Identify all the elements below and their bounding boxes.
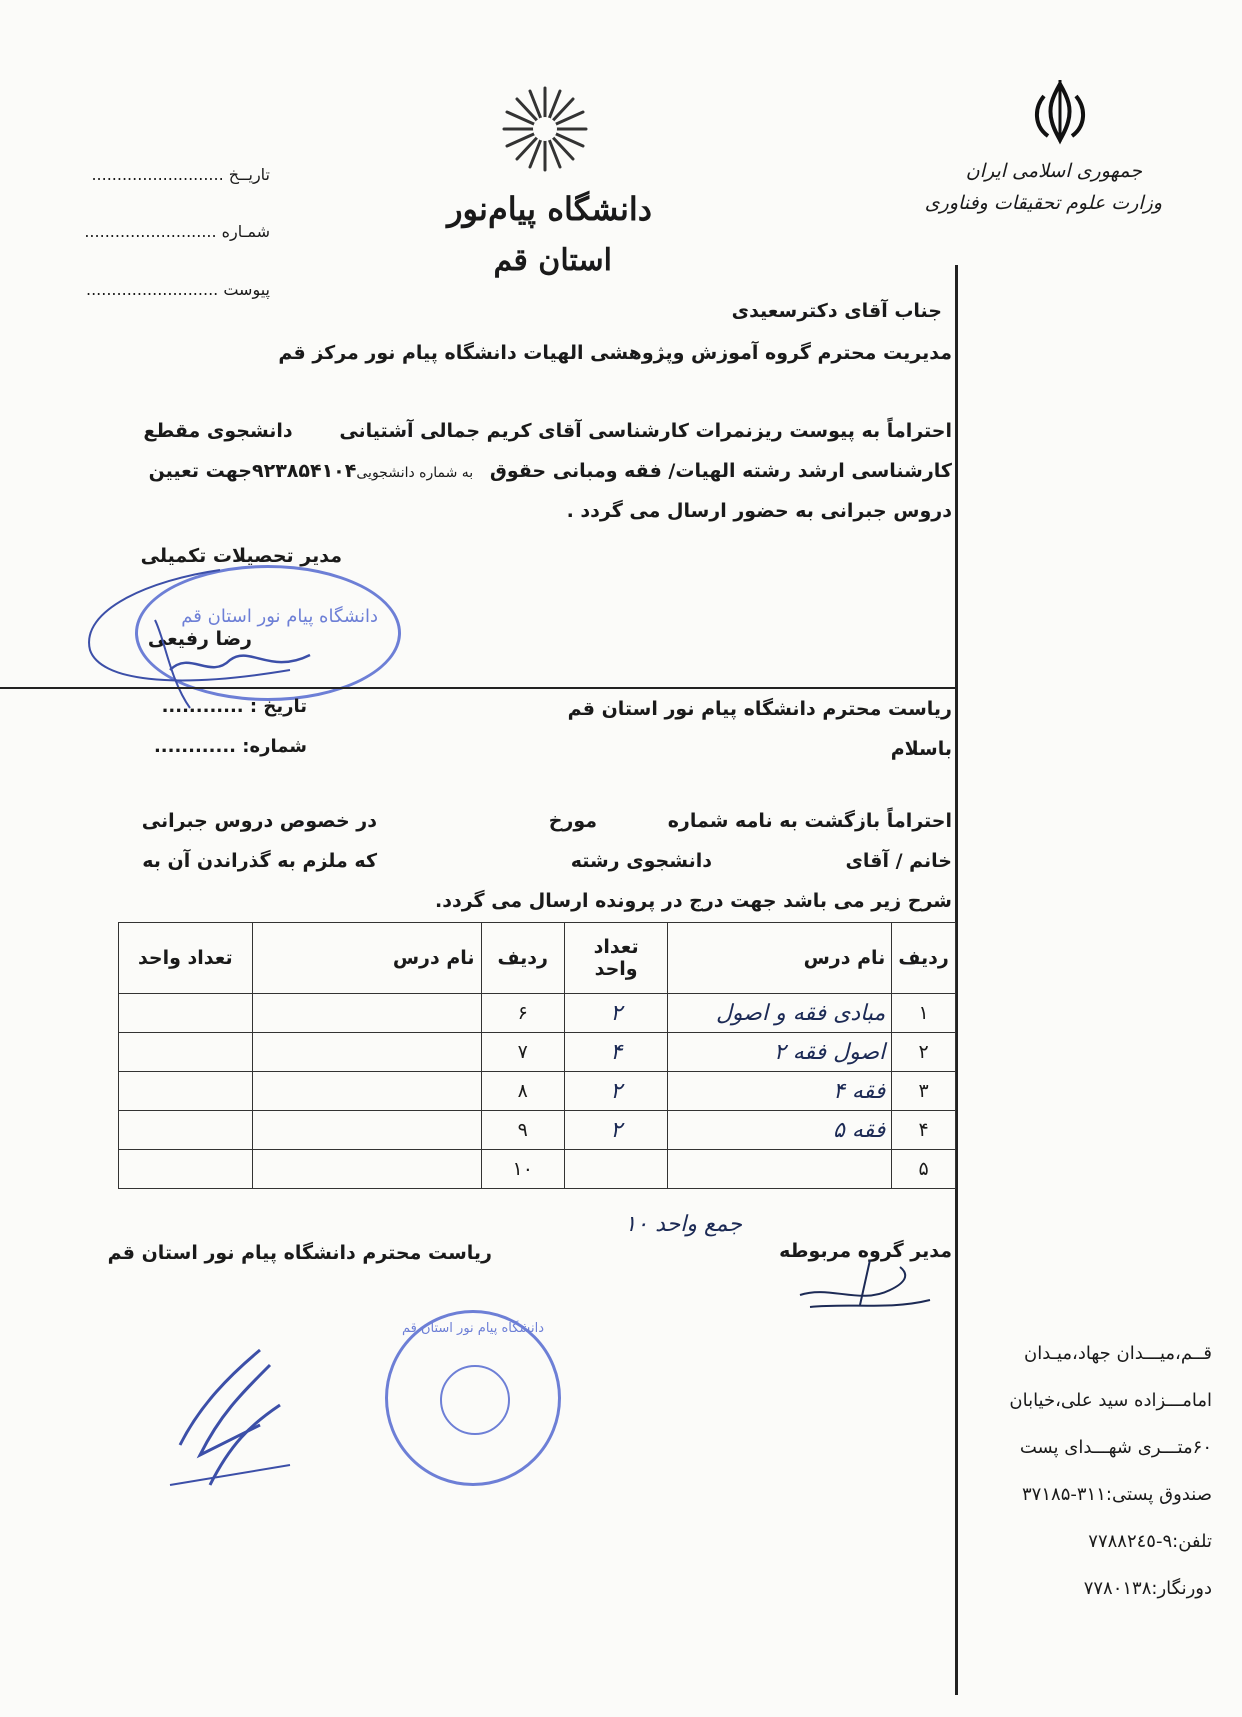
letter2-student-line-c: که ملزم به گذراندن آن به <box>142 850 377 872</box>
stamp2-inner-logo-icon <box>440 1365 510 1435</box>
letter1-addressee: جناب آقای دکترسعیدی <box>731 300 942 322</box>
signature-3-icon <box>160 1345 310 1495</box>
ministry-line: وزارت علوم تحقیقات وفناوری <box>924 192 1162 214</box>
address-fax: دورنگار:۷۷۸۰۱۳۸ <box>1083 1578 1212 1599</box>
row-no: ۸ <box>481 1072 564 1111</box>
course-name: فقه ۴ <box>668 1072 892 1111</box>
row-no: ۵ <box>892 1150 956 1189</box>
letter2-ref-line-c: در خصوص دروس جبرانی <box>141 810 377 832</box>
letter2-date-label: تاریخ : <box>249 696 307 717</box>
letter1-signer-name: رضا رفیعی <box>147 628 252 650</box>
course-units: ۲ <box>564 994 667 1033</box>
course-units: ۲ <box>564 1072 667 1111</box>
course-name <box>252 1111 481 1150</box>
stamp1-text: دانشگاه پیام نور استان قم <box>181 606 378 627</box>
address-line1: قــم،میـــدان جهاد،میـدان <box>1024 1343 1212 1364</box>
table-header-row <box>119 923 956 994</box>
row-no: ۶ <box>481 994 564 1033</box>
header-attachment-label: پیوست <box>223 280 270 299</box>
course-name <box>668 1150 892 1189</box>
row-no: ۴ <box>892 1111 956 1150</box>
course-name <box>252 994 481 1033</box>
letter2-number-dots: ............ <box>153 736 236 757</box>
header-date-field <box>91 165 270 184</box>
row-no: ۱۰ <box>481 1150 564 1189</box>
header-attachment-field <box>86 280 270 299</box>
course-name <box>252 1072 481 1111</box>
letter2-ref-line-a: احتراماً بازگشت به نامه شماره <box>667 810 952 832</box>
letter1-addressee-title: مدیریت محترم گروه آموزش وپژوهشی الهیات دانشگاه پیام نور مرکز قم <box>278 342 952 364</box>
table-row <box>119 1111 956 1150</box>
header-number-field <box>84 222 270 241</box>
letter1-body-line1-b: دانشجوی مقطع <box>143 420 293 442</box>
row-no: ۹ <box>481 1111 564 1150</box>
group-head-title: مدیر گروه مربوطه <box>779 1240 952 1262</box>
row-no: ۳ <box>892 1072 956 1111</box>
header-attachment-dots: .......................... <box>86 280 219 299</box>
letter1-body-line2 <box>149 460 952 482</box>
table-row <box>119 994 956 1033</box>
th-course-1: نام درس <box>668 923 892 994</box>
course-units: ۴ <box>564 1033 667 1072</box>
letter2-number-field <box>154 736 307 757</box>
letter2-student-line-a: خانم / آقای <box>845 850 952 872</box>
row-no: ۱ <box>892 994 956 1033</box>
letter1-body-line2-a: کارشناسی ارشد رشته الهیات/ فقه ومبانی حقوق <box>489 460 952 482</box>
course-name: مبادی فقه و اصول <box>668 994 892 1033</box>
letter2-desc-line: شرح زیر می باشد جهت درج در پرونده ارسال می گردد. <box>435 890 952 912</box>
letter2-student-line-b: دانشجوی رشته <box>570 850 712 872</box>
stamp2-text: دانشگاه پیام نور استان قم <box>401 1321 545 1336</box>
address-line4: صندوق پستی:۳۱۱-۳۷۱۸۵ <box>1022 1484 1212 1505</box>
th-row-no-2: ردیف <box>481 923 564 994</box>
course-units <box>564 1150 667 1189</box>
th-course-2: نام درس <box>252 923 481 994</box>
table-row <box>119 1072 956 1111</box>
letter2-ref-line-b: مورخ <box>548 810 597 832</box>
course-units <box>119 1033 253 1072</box>
student-number: ۹۲۳۸۵۴۱۰۴ <box>252 460 357 482</box>
closing-addressee: ریاست محترم دانشگاه پیام نور استان قم <box>107 1242 492 1264</box>
letter1-body-line3: دروس جبرانی به حضور ارسال می گردد . <box>566 500 952 522</box>
course-name <box>252 1033 481 1072</box>
th-row-no-1: ردیف <box>892 923 956 994</box>
row-no: ۷ <box>481 1033 564 1072</box>
letter2-date-dots: ............ <box>161 696 244 717</box>
th-units-2: تعداد واحد <box>119 923 253 994</box>
letter2-number-label: شماره: <box>242 736 307 757</box>
table-row <box>119 1150 956 1189</box>
university-name: دانشگاه پیام‌نور <box>447 190 652 228</box>
letter1-body-line2-b: به شماره دانشجویی <box>356 465 474 481</box>
th-units-1: تعداد واحد <box>564 923 667 994</box>
signature-2-icon <box>790 1255 940 1315</box>
letter2-greeting: باسلام <box>890 738 952 760</box>
country-line: جمهوری اسلامی ایران <box>965 160 1142 182</box>
header-date-label: تاریــخ <box>228 165 270 184</box>
iran-emblem-icon <box>1030 78 1090 148</box>
letter1-body-line1 <box>143 420 952 442</box>
courses-table <box>118 922 956 1189</box>
row-no: ۲ <box>892 1033 956 1072</box>
address-phone: تلفن:۹-۷۷۸۸۲٤٥ <box>1088 1531 1212 1552</box>
address-line2: امامـــزاده سید علی،خیابان <box>1009 1390 1212 1411</box>
course-units <box>119 1111 253 1150</box>
course-units: ۲ <box>564 1111 667 1150</box>
letter2-addressee: ریاست محترم دانشگاه پیام نور استان قم <box>567 698 952 720</box>
header-number-label: شمـاره <box>221 222 270 241</box>
section-divider <box>0 687 958 689</box>
university-stamp-2 <box>385 1310 561 1486</box>
course-name: اصول فقه ۲ <box>668 1033 892 1072</box>
letter1-body-line1-a: احتراماً به پیوست ریزنمرات کارشناسی آقای کریم جمالی آشتیانی <box>339 420 952 442</box>
letter1-signer-title: مدیر تحصیلات تکمیلی <box>140 545 342 567</box>
course-units <box>119 1150 253 1189</box>
letter2-date-field <box>162 696 307 717</box>
header-date-dots: .......................... <box>91 165 224 184</box>
course-units <box>119 994 253 1033</box>
table-row <box>119 1033 956 1072</box>
address-line3: ۶۰متـــری شهـــدای پست <box>1019 1437 1212 1458</box>
course-name: فقه ۵ <box>668 1111 892 1150</box>
header-number-dots: .......................... <box>84 222 217 241</box>
course-units <box>119 1072 253 1111</box>
province-name: استان قم <box>493 243 612 278</box>
letter1-body-line2-c: جهت تعیین <box>148 460 252 482</box>
total-units-note: جمع واحد ۱۰ <box>624 1212 742 1237</box>
university-logo-icon <box>500 84 590 174</box>
course-name <box>252 1150 481 1189</box>
